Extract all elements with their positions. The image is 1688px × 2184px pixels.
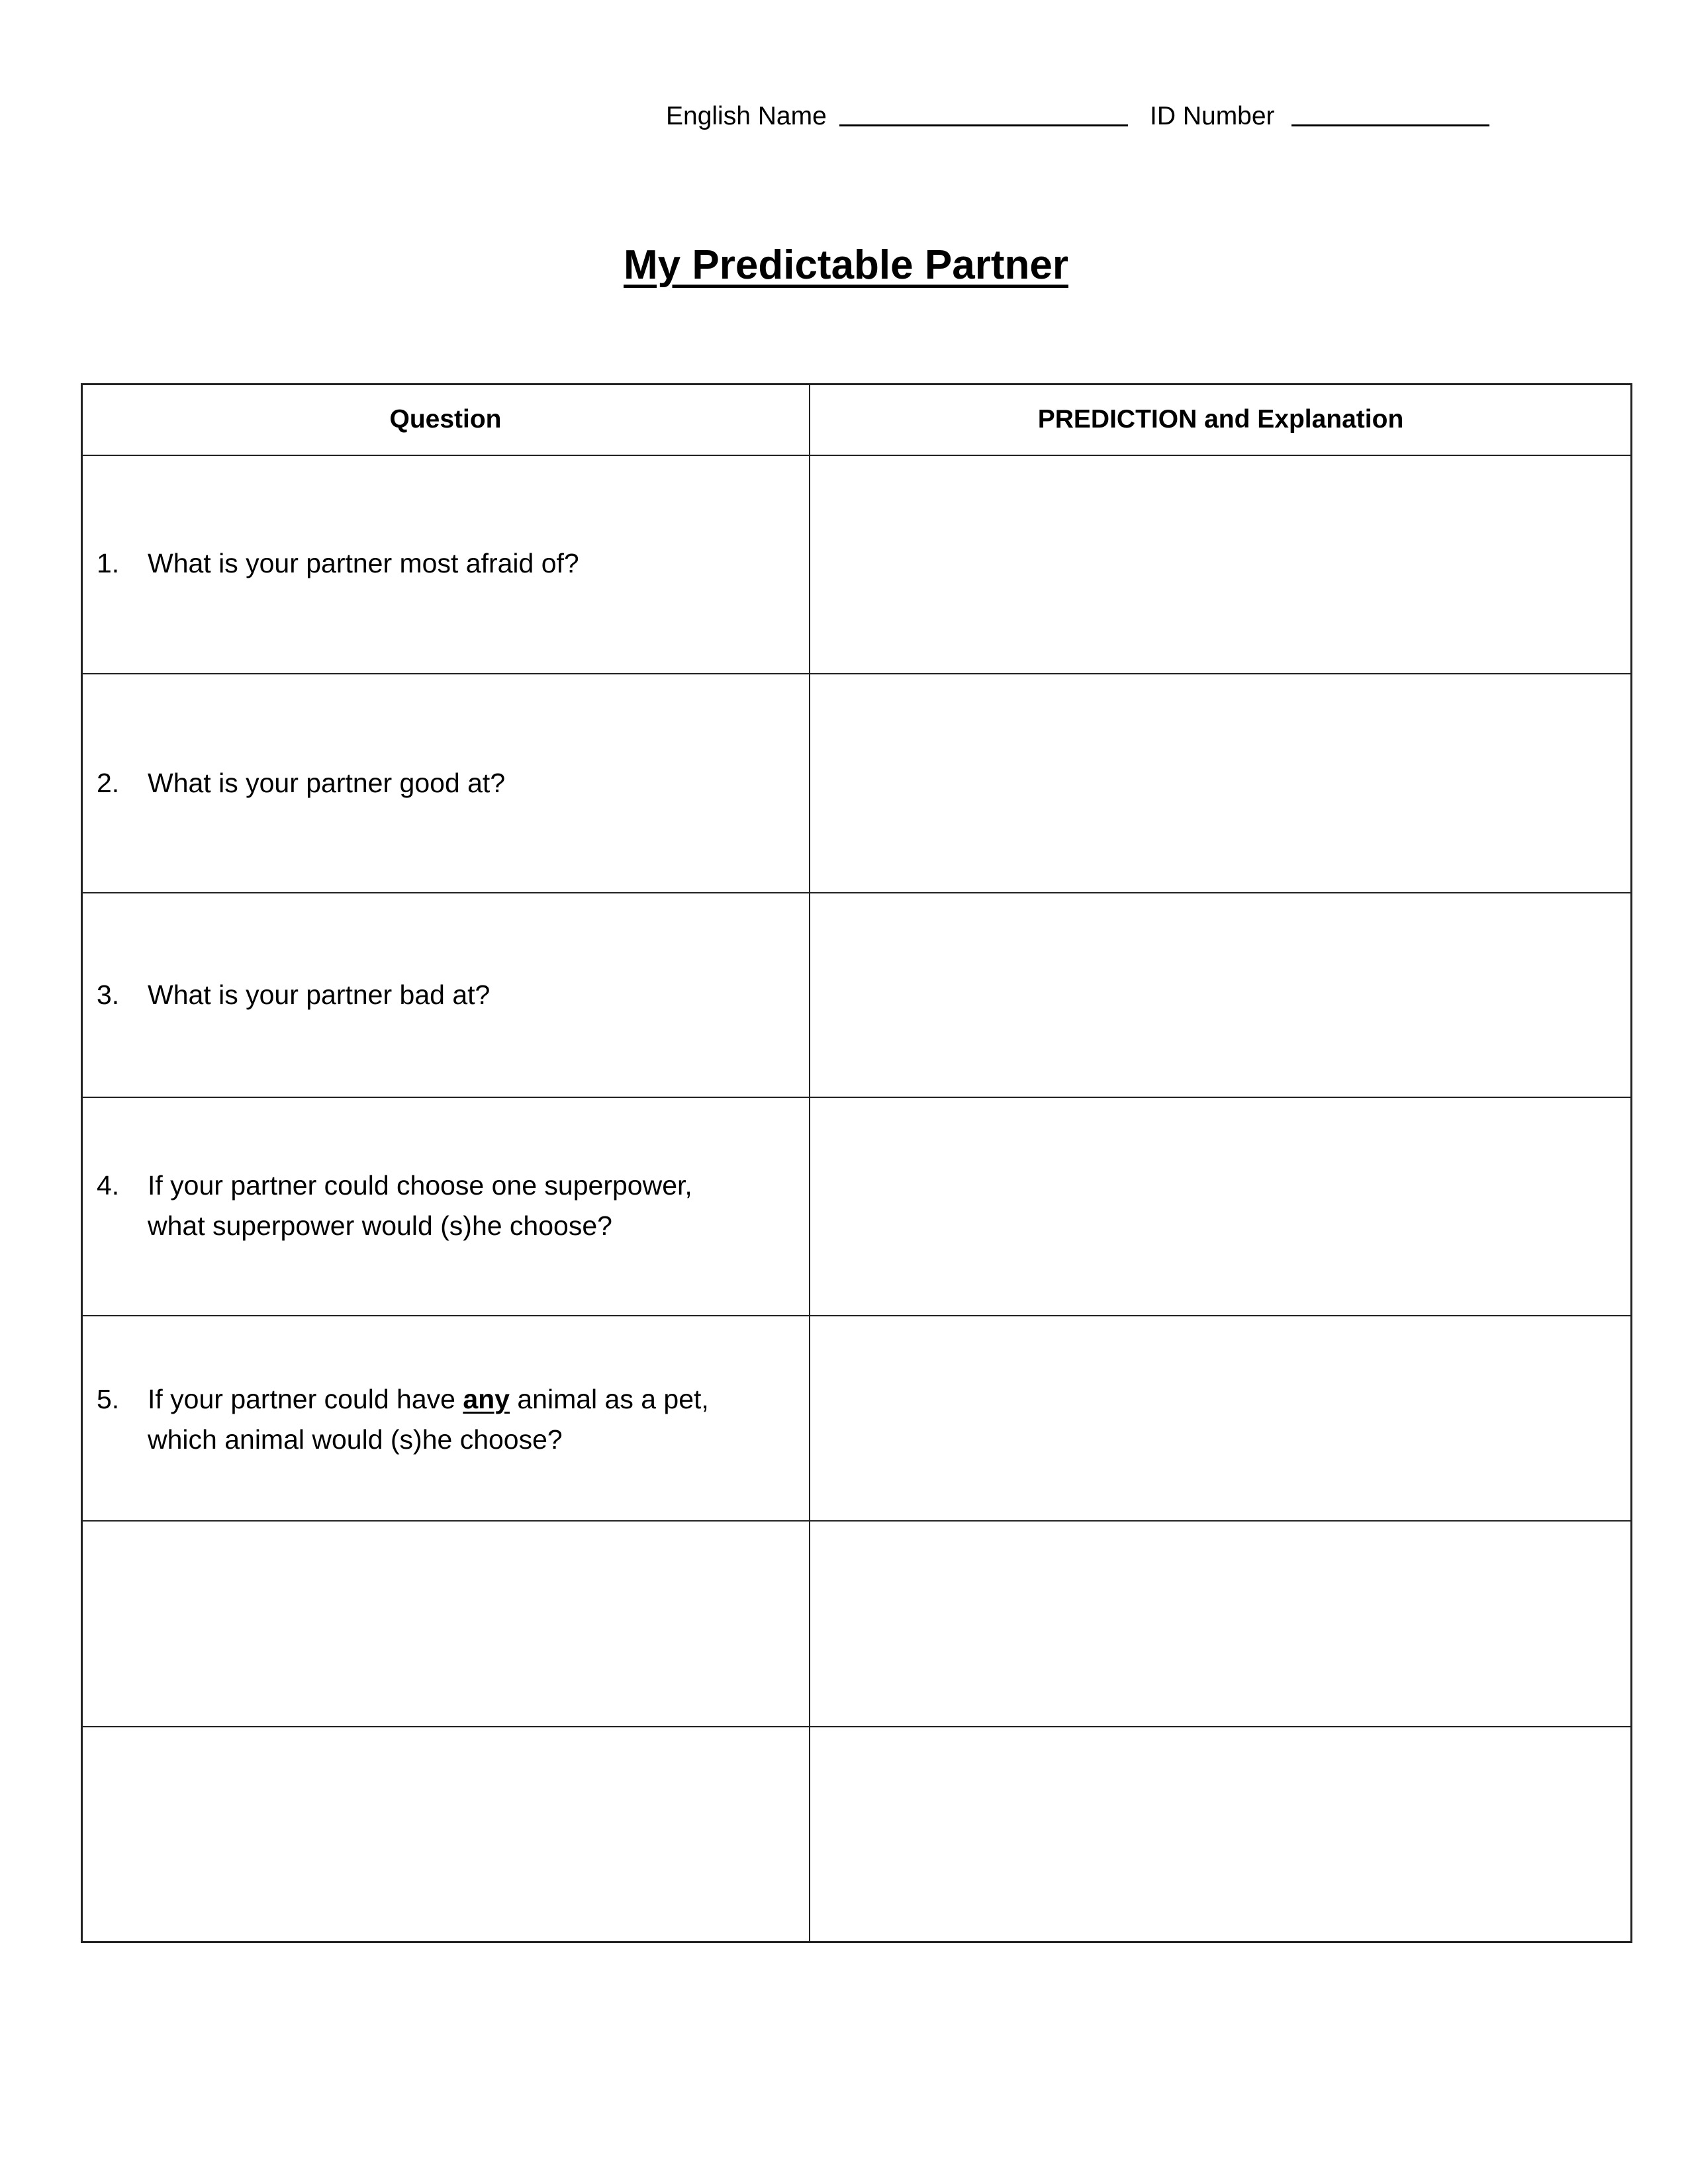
table-row xyxy=(82,1098,808,1315)
question-text xyxy=(148,1379,803,1460)
question-text xyxy=(148,1165,803,1246)
table-row xyxy=(82,674,808,892)
question-text: What is your partner good at? xyxy=(148,768,506,798)
question-number: 1. xyxy=(97,548,120,578)
english-name-label: English Name xyxy=(666,102,827,130)
prediction-cell[interactable] xyxy=(810,1098,1631,1315)
prediction-cell[interactable] xyxy=(810,1727,1631,1942)
english-name-field[interactable] xyxy=(839,124,1128,126)
prediction-cell[interactable] xyxy=(810,674,1631,892)
question-text-line2: which animal would (s)he choose? xyxy=(148,1424,563,1455)
column-header-prediction: PREDICTION and Explanation xyxy=(1037,404,1404,433)
page-title-text: My Predictable Partner xyxy=(624,242,1068,288)
prediction-cell[interactable] xyxy=(810,1316,1631,1520)
prediction-cell[interactable] xyxy=(810,893,1631,1097)
page-title xyxy=(0,242,1688,289)
question-number: 3. xyxy=(97,979,120,1010)
blank-question-cell[interactable] xyxy=(82,1727,808,1942)
question-text: What is your partner bad at? xyxy=(148,979,491,1010)
prediction-cell[interactable] xyxy=(810,456,1631,673)
emphasis-any: any xyxy=(463,1384,510,1414)
question-text-line1: If your partner could choose one superpower, xyxy=(148,1170,692,1201)
prediction-cell[interactable] xyxy=(810,1522,1631,1726)
question-number: 4. xyxy=(97,1170,120,1201)
question-text-line2: what superpower would (s)he choose? xyxy=(148,1210,612,1241)
question-text: What is your partner most afraid of? xyxy=(148,548,579,578)
table-row xyxy=(82,893,808,1097)
column-header-question: Question xyxy=(389,404,502,433)
id-number-field[interactable] xyxy=(1291,124,1489,126)
blank-question-cell[interactable] xyxy=(82,1522,808,1726)
table-row xyxy=(82,456,808,673)
id-number-label: ID Number xyxy=(1150,102,1275,130)
question-text-part: animal as a pet, xyxy=(509,1384,709,1414)
table-row xyxy=(82,1316,808,1520)
question-number: 5. xyxy=(97,1384,120,1414)
question-text-part: If your partner could have xyxy=(148,1384,463,1414)
question-number: 2. xyxy=(97,768,120,798)
